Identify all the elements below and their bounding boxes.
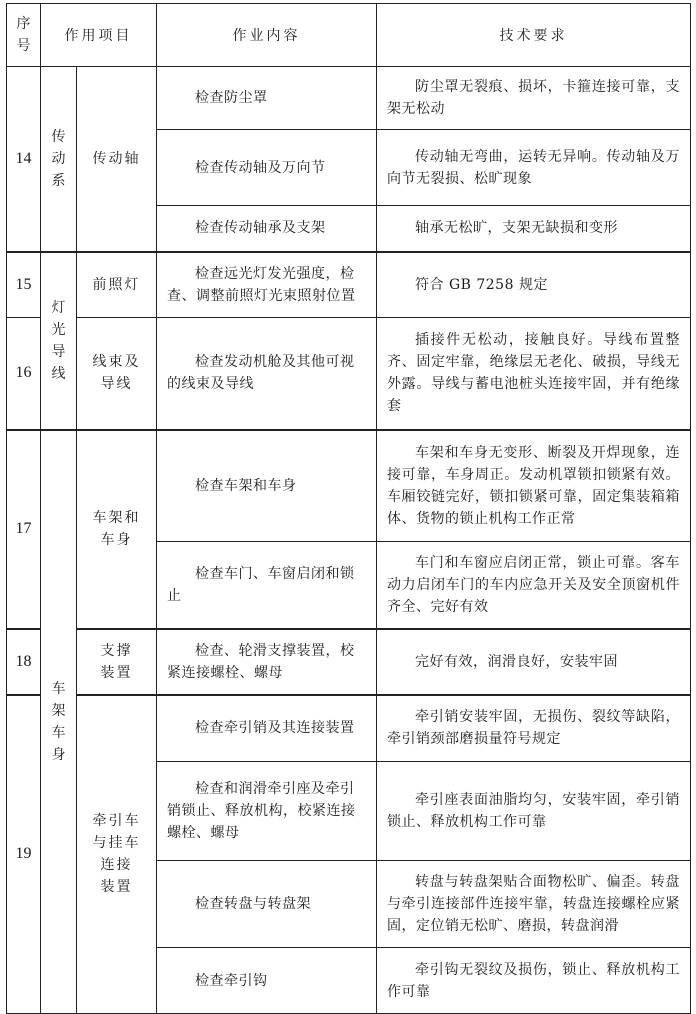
seq-cell: 18 bbox=[7, 629, 41, 695]
header-requirements: 技术要求 bbox=[377, 4, 691, 67]
item-cell: 牵引车 与挂车 连接 装置 bbox=[77, 695, 157, 1014]
requirement-cell: 符合 GB 7258 规定 bbox=[377, 252, 691, 318]
content-cell: 检查车架和车身 bbox=[157, 430, 377, 542]
content-cell: 检查传动轴承及支架 bbox=[157, 206, 377, 252]
requirement-cell: 车架和车身无变形、断裂及开焊现象，连接可靠，车身周正。发动机罩锁扣锁紧有效。车厢铰链完好，锁扣锁紧可靠，固定集装箱箱体、货物的锁止机构工作正常 bbox=[377, 430, 691, 542]
content-cell: 检查转盘与转盘架 bbox=[157, 861, 377, 948]
maintenance-table bbox=[6, 3, 691, 1014]
requirement-cell: 插接件无松动，接触良好。导线布置整齐、固定牢靠，绝缘层无老化、破损，导线无外露。导线与蓄电池桩头连接牢固，并有绝缘套 bbox=[377, 318, 691, 430]
header-content: 作业内容 bbox=[157, 4, 377, 67]
seq-cell: 19 bbox=[7, 695, 41, 1014]
header-project: 作用项目 bbox=[41, 4, 157, 67]
header-row bbox=[7, 4, 691, 67]
requirement-cell: 牵引钩无裂纹及损伤，锁止、释放机构工作可靠 bbox=[377, 948, 691, 1014]
item-cell: 传动轴 bbox=[77, 67, 157, 252]
table-row bbox=[7, 695, 691, 762]
content-cell: 检查传动轴及万向节 bbox=[157, 130, 377, 206]
requirement-cell: 转盘与转盘架贴合面物松旷、偏歪。转盘与牵引连接部件连接牢靠，转盘连接螺栓应紧固，定位销无松旷、磨损，转盘润滑 bbox=[377, 861, 691, 948]
item-cell: 车架和 车身 bbox=[77, 430, 157, 629]
item-cell: 支撑 装置 bbox=[77, 629, 157, 695]
content-cell: 检查防尘罩 bbox=[157, 67, 377, 130]
requirement-cell: 防尘罩无裂痕、损坏，卡箍连接可靠，支架无松动 bbox=[377, 67, 691, 130]
seq-cell: 14 bbox=[7, 67, 41, 252]
system-cell-transmission: 传 动 系 bbox=[41, 67, 77, 252]
content-cell: 检查牵引钩 bbox=[157, 948, 377, 1014]
content-cell: 检查发动机舱及其他可视的线束及导线 bbox=[157, 318, 377, 430]
seq-cell: 15 bbox=[7, 252, 41, 318]
seq-cell: 16 bbox=[7, 318, 41, 430]
content-cell: 检查和润滑牵引座及牵引销锁止、释放机构，校紧连接螺栓、螺母 bbox=[157, 762, 377, 861]
system-cell-lighting: 灯 光 导 线 bbox=[41, 252, 77, 430]
requirement-cell: 传动轴无弯曲，运转无异响。传动轴及万向节无裂损、松旷现象 bbox=[377, 130, 691, 206]
table-row bbox=[7, 629, 691, 695]
requirement-cell: 轴承无松旷，支架无缺损和变形 bbox=[377, 206, 691, 252]
requirement-cell: 牵引座表面油脂均匀，安装牢固，牵引销锁止、释放机构工作可靠 bbox=[377, 762, 691, 861]
content-cell: 检查牵引销及其连接装置 bbox=[157, 695, 377, 762]
header-seq: 序号 bbox=[7, 4, 41, 67]
requirement-cell: 车门和车窗应启闭正常，锁止可靠。客车动力启闭车门的车内应急开关及安全顶窗机件齐全、完好有效 bbox=[377, 542, 691, 629]
content-cell: 检查车门、车窗启闭和锁止 bbox=[157, 542, 377, 629]
requirement-cell: 牵引销安装牢固，无损伤、裂纹等缺陷，牵引销颈部磨损量符号规定 bbox=[377, 695, 691, 762]
content-cell: 检查、轮滑支撑装置，校紧连接螺栓、螺母 bbox=[157, 629, 377, 695]
requirement-cell: 完好有效，润滑良好，安装牢固 bbox=[377, 629, 691, 695]
content-cell: 检查远光灯发光强度，检查、调整前照灯光束照射位置 bbox=[157, 252, 377, 318]
item-cell: 前照灯 bbox=[77, 252, 157, 318]
item-cell: 线束及 导线 bbox=[77, 318, 157, 430]
table-row bbox=[7, 430, 691, 542]
table-row bbox=[7, 252, 691, 318]
table-row bbox=[7, 67, 691, 130]
seq-cell: 17 bbox=[7, 430, 41, 629]
system-cell-frame: 车 架 车 身 bbox=[41, 430, 77, 1014]
table-row bbox=[7, 318, 691, 430]
